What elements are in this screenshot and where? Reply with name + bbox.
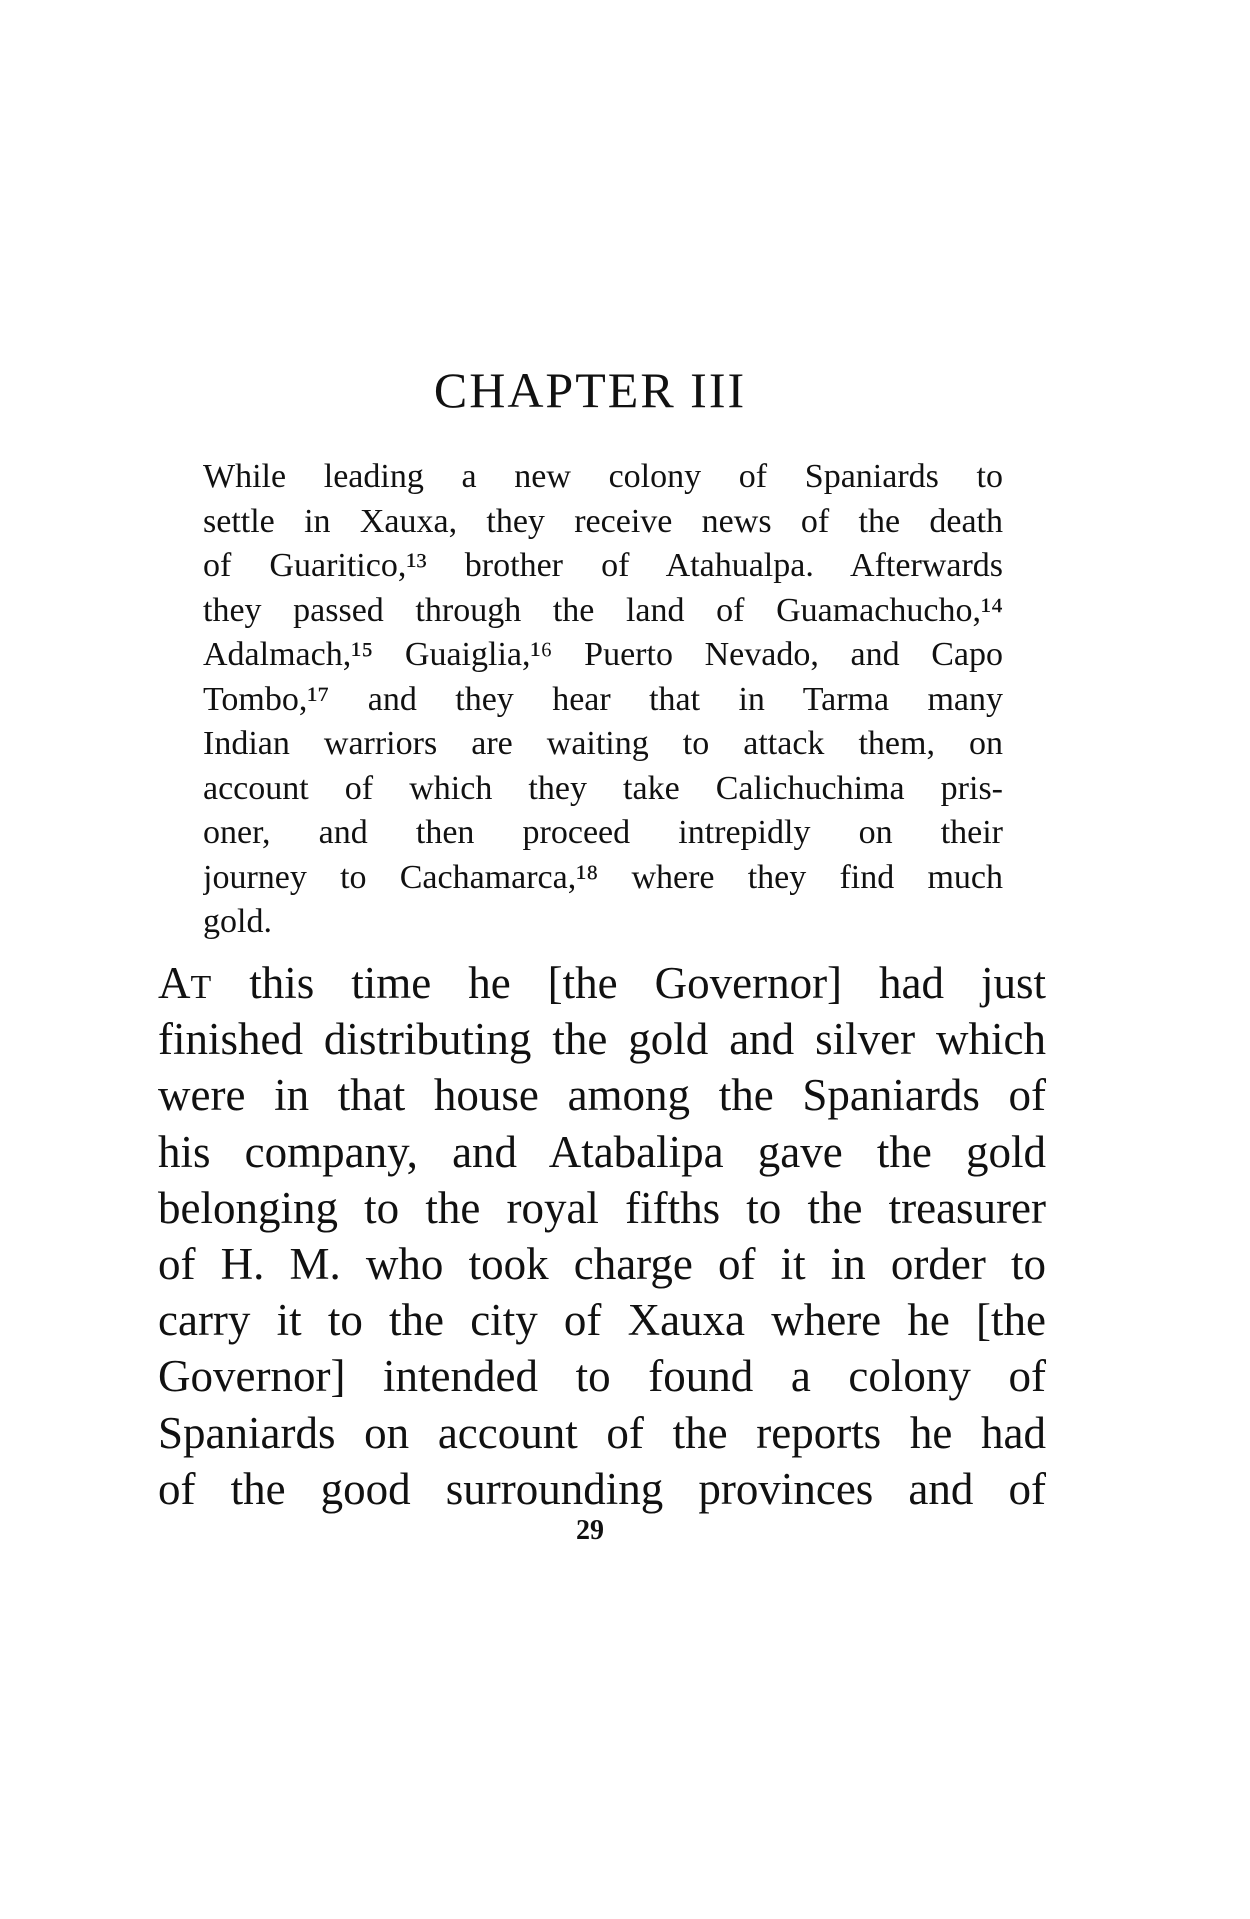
- body-line: finished distributing the gold and silver which: [158, 1014, 1046, 1065]
- body-paragraph: [158, 955, 1046, 1517]
- body-line: of H. M. who took charge of it in order to: [158, 1238, 1046, 1289]
- summary-line: Adalmach,¹⁵ Guaiglia,¹⁶ Puerto Nevado, and Capo: [203, 636, 1003, 673]
- body-first-line: [158, 955, 1046, 1011]
- page-number: 29: [576, 1515, 604, 1546]
- summary-line: they passed through the land of Guamachucho,¹⁴: [203, 591, 1003, 629]
- summary-line: gold.: [203, 903, 272, 940]
- summary-line: Indian warriors are waiting to attack them, on: [203, 725, 1003, 762]
- summary-line: Tombo,¹⁷ and they hear that in Tarma many: [203, 680, 1003, 718]
- body-line: his company, and Atabalipa gave the gold: [158, 1126, 1046, 1177]
- chapter-summary: [203, 455, 1003, 945]
- first-line-text: this time he [the Governor] had just: [212, 958, 1046, 1008]
- small-caps-rest: T: [190, 969, 213, 1006]
- summary-line: oner, and then proceed intrepidly on their: [203, 814, 1003, 851]
- summary-line: While leading a new colony of Spaniards to: [203, 458, 1003, 495]
- summary-line: settle in Xauxa, they receive news of the death: [203, 502, 1003, 540]
- body-line: were in that house among the Spaniards of: [158, 1070, 1046, 1121]
- body-line: Spaniards on account of the reports he had: [158, 1407, 1046, 1458]
- chapter-title: CHAPTER III: [433, 362, 747, 418]
- drop-initial: A: [158, 958, 191, 1008]
- body-line: belonging to the royal fifths to the treasurer: [158, 1182, 1046, 1233]
- body-line: of the good surrounding provinces and of: [158, 1463, 1046, 1514]
- body-line: carry it to the city of Xauxa where he [the: [158, 1295, 1046, 1346]
- summary-line: account of which they take Calichuchima pris-: [203, 769, 1003, 807]
- summary-line: of Guaritico,¹³ brother of Atahualpa. Afterwards: [203, 547, 1003, 584]
- body-line: Governor] intended to found a colony of: [158, 1351, 1046, 1402]
- summary-line: journey to Cachamarca,¹⁸ where they find much: [203, 858, 1003, 896]
